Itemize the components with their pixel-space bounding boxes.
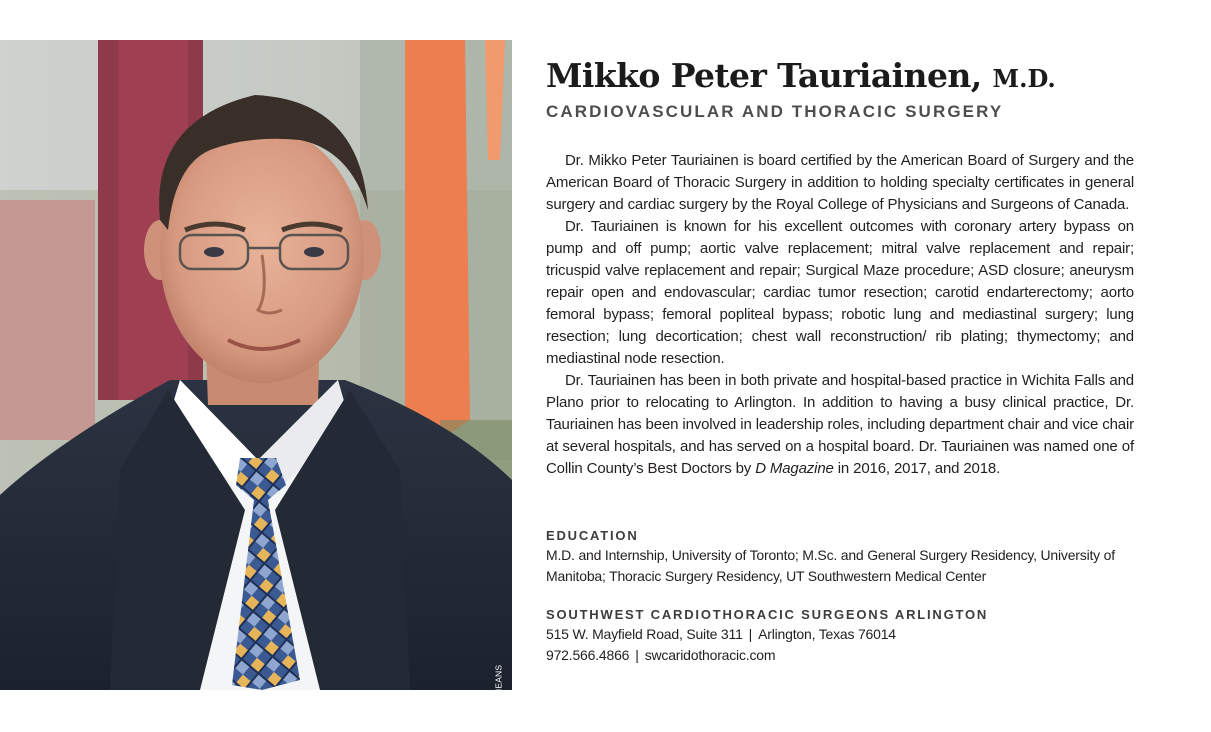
address-separator: | — [748, 626, 753, 642]
education-text: M.D. and Internship, University of Toronto; M.Sc. and General Surgery Residency, University of Manitoba; Thoracic Surgery Residency, UT Southwestern Medical Center — [546, 547, 1115, 584]
doctor-name-heading — [546, 56, 1134, 99]
doctor-portrait — [0, 40, 512, 718]
education-heading: EDUCATION — [546, 528, 639, 543]
street-address: 515 W. Mayfield Road, Suite 311 — [546, 626, 743, 642]
bio-paragraph-3-text: Dr. Tauriainen has been in both private and hospital-based practice in Wichita Falls and Plano prior to relocating to Arlington. In addition to having a busy clinical practice, Dr. Tauriainen has been involved in leadership roles, including department chair and vice chair at several hospitals, and has served on a hospital board. Dr. Tauriainen was named one of Collin County’s Best Doctors by — [546, 372, 1134, 477]
website-url: swcaridothoracic.com — [644, 647, 776, 663]
photo-credit — [488, 660, 508, 722]
practice-contact-line — [546, 645, 1134, 666]
education-section — [546, 527, 1134, 587]
bio-paragraph-2: Dr. Tauriainen is known for his excellent outcomes with coronary artery bypass on pump and off pump; aortic valve replacement; mitral valve replacement and repair; tricuspid valve replacement and repair; Surgical Maze procedure; ASD closure; aneurysm repair open and endovascular; cardiac tumor resection; carotid endarterectomy; aorto femoral bypass; femoral popliteal bypass; robotic lung and mediastinal surgery; lung resection; lung decortication; chest wall reconstruction/ rib plating; thymectomy; and mediastinal node resection. — [546, 218, 1134, 367]
doctor-name: Mikko Peter Tauriainen, — [546, 56, 982, 95]
bio-paragraph-3 — [546, 370, 1134, 480]
photo-credit-text: LISA MEANS — [493, 664, 503, 718]
practice-address-line — [546, 624, 1134, 645]
portrait-illustration — [0, 40, 512, 690]
bio-paragraph-3-end: in 2016, 2017, and 2018. — [833, 460, 1001, 477]
practice-heading: SOUTHWEST CARDIOTHORACIC SURGEONS ARLINGTON — [546, 607, 989, 622]
biography — [546, 150, 1134, 480]
phone-number: 972.566.4866 — [546, 647, 630, 663]
bio-paragraph-1: Dr. Mikko Peter Tauriainen is board certified by the American Board of Surgery and the American Board of Thoracic Surgery in addition to holding specialty certificates in general surgery and cardiac surgery by the Royal College of Physicians and Surgeons of Canada. — [546, 152, 1134, 213]
magazine-title: D Magazine — [755, 460, 834, 477]
degree-suffix: M.D. — [992, 64, 1056, 93]
practice-section — [546, 606, 1134, 666]
specialty-title: CARDIOVASCULAR AND THORACIC SURGERY — [546, 102, 1004, 121]
profile-content — [546, 56, 1134, 666]
city-state-zip: Arlington, Texas 76014 — [758, 626, 896, 642]
contact-separator: | — [635, 647, 639, 663]
